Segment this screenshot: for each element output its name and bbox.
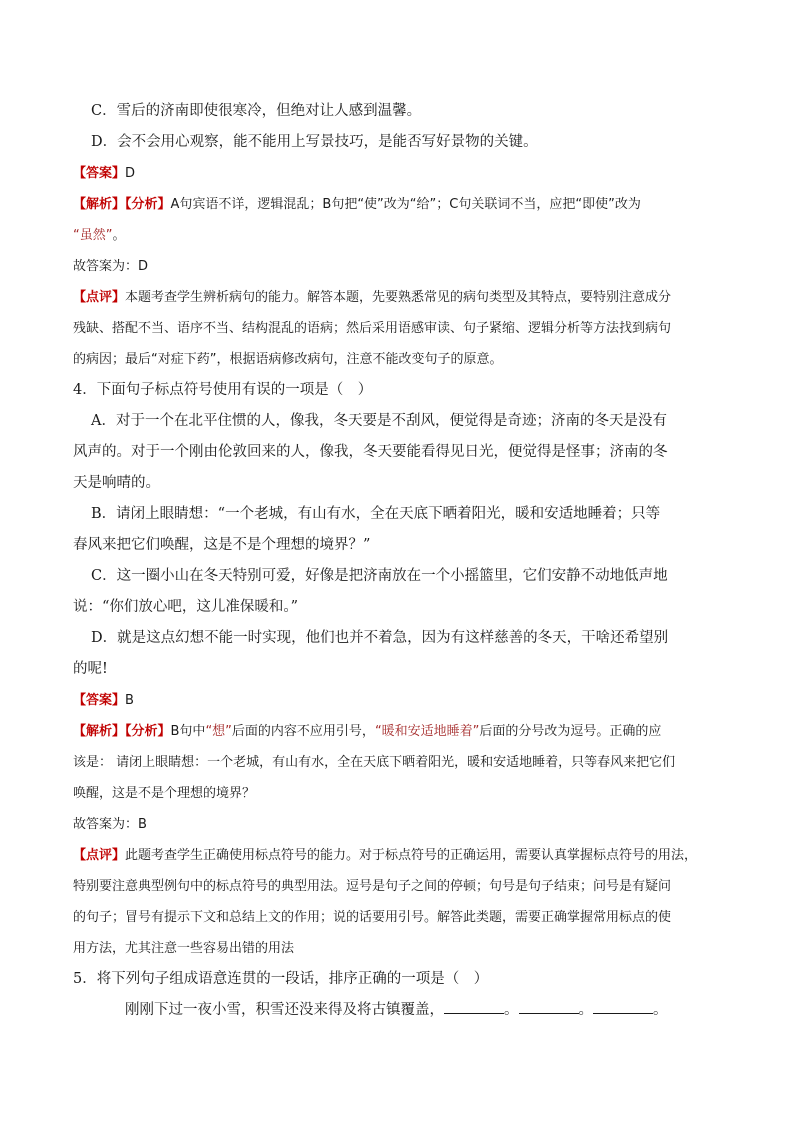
q5-stem: 5．将下列句子组成语意连贯的一段话，排序正确的一项是（ ）	[73, 971, 489, 987]
q3-option-c: C．雪后的济南即使很寒冷，但绝对让人感到温馨。	[91, 103, 422, 119]
q5-sep-2: 。	[578, 1002, 593, 1018]
q4-option-d-line-2: 的呢!	[73, 661, 108, 677]
analysis-highlight: “暖和安适地睡着”	[374, 724, 480, 739]
q4-comment-line-3: 的句子；冒号有提示下文和总结上文的作用；说的话要用引号。解答此类题，需要正确掌握常用标点的使	[73, 910, 672, 925]
analysis-text: A句宾语不详，逻辑混乱；B句把“使”改为“给”；C句关联词不当，应把“即使”改为	[170, 197, 641, 212]
comment-tag: 【点评】	[73, 290, 126, 305]
q4-option-a-line-2: 风声的。对于一个刚由伦敦回来的人，像我，冬天要能看得见日光，便觉得是怪事；济南的冬	[73, 444, 668, 460]
q3-answer	[73, 158, 723, 189]
q4-comment-line-4: 用方法，尤其注意一些容易出错的用法	[73, 941, 295, 956]
answer-value: D	[125, 166, 136, 181]
q4-analysis-line-2: 该是： 请闭上眼睛想：一个老城，有山有水，全在天底下晒着阳光，暖和安适地睡着，只等春风来把它们	[73, 755, 676, 770]
analysis-tag: 【解析】【分析】	[73, 197, 171, 212]
fill-blank-2[interactable]	[519, 999, 579, 1014]
analysis-text: 后面的分号改为逗号。正确的应	[479, 724, 662, 739]
q4-stem: 4．下面句子标点符号使用有误的一项是（ ）	[73, 382, 373, 398]
answer-value: B	[125, 693, 134, 708]
q3-comment-line-2: 残缺、搭配不当、语序不当、结构混乱的语病；然后采用语感审读、句子紧缩、逻辑分析等方法找到病句	[73, 321, 672, 336]
q4-option-b-line-2: 春风来把它们唤醒，这是不是个理想的境界？”	[73, 537, 371, 553]
q5-sentence	[73, 995, 723, 1026]
answer-tag: 【答案】	[73, 166, 126, 181]
comment-text: 此题考查学生正确使用标点符号的能力。对于标点符号的正确运用，需要认真掌握标点符号的用法，	[125, 848, 698, 863]
q4-option-d-line-1: D．就是这点幻想不能一时实现，他们也并不着急，因为有这样慈善的冬天，干啥还希望别	[91, 630, 669, 646]
analysis-text: 。	[112, 228, 126, 243]
q5-sep-1: 。	[504, 1002, 519, 1018]
q4-option-a-line-1: A．对于一个在北平住惯的人，像我，冬天要是不刮风，便觉得是奇迹；济南的冬天是没有	[91, 413, 667, 429]
analysis-tag: 【解析】【分析】	[73, 724, 171, 739]
q3-comment-line-3: 的病因；最后“对症下药”，根据语病修改病句，注意不能改变句子的原意。	[73, 352, 503, 367]
fill-blank-1[interactable]	[444, 999, 504, 1014]
q3-comment-line-1	[73, 282, 723, 313]
analysis-highlight: “想”	[205, 724, 232, 739]
answer-tag: 【答案】	[73, 693, 126, 708]
q4-option-a-line-3: 天是响晴的。	[73, 475, 160, 491]
document-page	[73, 96, 723, 1026]
q4-answer	[73, 685, 723, 716]
comment-text: 本题考查学生辨析病句的能力。解答本题，先要熟悉常见的病句类型及其特点，要特别注意成分	[125, 290, 672, 305]
q4-comment-line-2: 特别要注意典型例句中的标点符号的典型用法。逗号是句子之间的停顿；句号是句子结束；问号是有疑问	[73, 879, 672, 894]
q3-conclusion: 故答案为：D	[73, 259, 149, 274]
q4-comment-line-1	[73, 840, 723, 871]
q4-option-c-line-1: C．这一圈小山在冬天特别可爱，好像是把济南放在一个小摇篮里，它们安静不动地低声地	[91, 568, 668, 584]
q4-analysis-line-3: 唤醒，这是不是个理想的境界？	[73, 786, 256, 801]
q4-analysis-line-1	[73, 716, 723, 747]
q3-analysis-line-1	[73, 189, 723, 220]
q5-sep-3: 。	[653, 1002, 668, 1018]
analysis-highlight: “虽然”	[73, 228, 113, 243]
q4-option-c-line-2: 说：“你们放心吧，这儿准保暖和。”	[73, 599, 299, 615]
q4-conclusion: 故答案为：B	[73, 817, 147, 832]
comment-tag: 【点评】	[73, 848, 126, 863]
q4-option-b-line-1: B．请闭上眼睛想：“一个老城，有山有水，全在天底下晒着阳光，暖和安适地睡着；只等	[91, 506, 661, 522]
analysis-text: 后面的内容不应用引号，	[231, 724, 375, 739]
q5-sentence-start: 刚刚下过一夜小雪，积雪还没来得及将古镇覆盖，	[125, 1002, 444, 1018]
q3-analysis-line-2	[73, 220, 723, 251]
analysis-text: B句中	[170, 724, 206, 739]
fill-blank-3[interactable]	[593, 999, 653, 1014]
q3-option-d: D．会不会用心观察，能不能用上写景技巧，是能否写好景物的关键。	[91, 134, 538, 150]
